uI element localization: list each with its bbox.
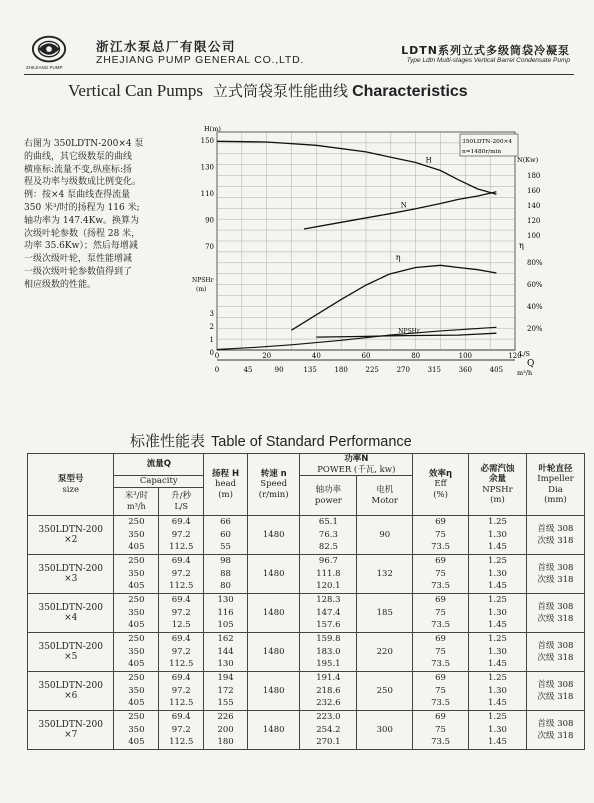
y-head-tick: 150 — [200, 137, 214, 145]
y-npshr-tick: 1 — [209, 336, 214, 344]
cell-efficiency: 69 75 73.5 — [413, 633, 469, 672]
y-power-tick: 140 — [527, 202, 541, 210]
cell-capacity-ls: 69.4 97.2 112.5 — [159, 633, 204, 672]
y-eff-tick: 40% — [527, 303, 543, 311]
curve-label-eta: η — [395, 252, 401, 262]
series-title-en: Type Ldtn Multi-stages Vertical Barrel Condensate Pump — [406, 57, 570, 64]
x-m3h-tick: 180 — [334, 366, 348, 374]
company-logo-icon — [30, 34, 68, 66]
cell-capacity-m3h: 250 350 405 — [114, 516, 159, 555]
cell-head: 130 116 105 — [204, 594, 248, 633]
cell-capacity-ls: 69.4 97.2 112.5 — [159, 555, 204, 594]
cell-capacity-ls: 69.4 97.2 12.5 — [159, 594, 204, 633]
x-ls-tick: 0 — [214, 352, 220, 360]
table-title-en: Table of Standard Performance — [211, 434, 412, 450]
cell-shaft-power: 96.7 111.8 120.1 — [300, 555, 357, 594]
desc-line: 功率 35.6Kw）；然后每增减 — [24, 241, 138, 252]
cell-impeller: 首级 308 次级 318 — [526, 555, 584, 594]
cell-efficiency: 69 75 73.5 — [413, 672, 469, 711]
col-header-ls: 升/秒 L/S — [159, 488, 204, 516]
col-header-head: 扬程 H head (m) — [204, 454, 248, 516]
cell-capacity-ls: 69.4 97.2 112.5 — [159, 711, 204, 750]
cell-npshr: 1.25 1.30 1.45 — [468, 711, 526, 750]
curve-label-n: N — [400, 201, 407, 210]
y-power-tick: 160 — [527, 187, 541, 195]
y-power-tick: 120 — [527, 217, 541, 225]
desc-line: 350 米³/时的扬程为 116 米; — [24, 202, 140, 213]
x-m3h-tick: 135 — [303, 366, 317, 374]
x-m3h-tick: 90 — [274, 366, 284, 374]
cell-efficiency: 69 75 73.5 — [413, 516, 469, 555]
desc-line: 横座标:流量不变,纵座标:扬 — [24, 164, 132, 175]
x-ls-tick: 100 — [458, 352, 473, 360]
cell-shaft-power: 128.3 147.4 157.6 — [300, 594, 357, 633]
annotation-speed: n=1480r/min — [462, 149, 502, 155]
cell-impeller: 首级 308 次级 318 — [526, 711, 584, 750]
cell-shaft-power: 65.1 76.3 82.5 — [300, 516, 357, 555]
cell-efficiency: 69 75 73.5 — [413, 711, 469, 750]
y-npshr-unit: (m) — [196, 286, 207, 293]
company-name-en: ZHEJIANG PUMP GENERAL CO.,LTD. — [96, 54, 305, 66]
x-m3h-tick: 405 — [489, 366, 504, 374]
x-m3h-tick: 315 — [427, 366, 441, 374]
cell-capacity-m3h: 250 350 405 — [114, 672, 159, 711]
y-eff-tick: 80% — [527, 259, 543, 267]
cell-npshr: 1.25 1.30 1.45 — [468, 672, 526, 711]
x-m3h-tick: 225 — [365, 366, 379, 374]
col-header-shaft-power: 轴功率 power — [300, 476, 357, 516]
performance-table — [27, 453, 585, 750]
col-header-motor: 电机 Motor — [357, 476, 413, 516]
cell-head: 162 144 130 — [204, 633, 248, 672]
y-npshr-tick: 2 — [209, 323, 214, 331]
cell-model: 350LDTN-200 ×5 — [28, 633, 114, 672]
x-ls-tick: 40 — [311, 352, 321, 360]
cell-motor: 132 — [357, 555, 413, 594]
cell-head: 194 172 155 — [204, 672, 248, 711]
col-header-impeller: 叶轮直径 Impeller Dia (mm) — [526, 454, 584, 516]
desc-line: 一级次级叶轮参数值得到了 — [24, 266, 133, 277]
x-m3h-tick: 45 — [243, 366, 253, 374]
cell-impeller: 首级 308 次级 318 — [526, 672, 584, 711]
col-header-speed: 转速 n Speed (r/min) — [247, 454, 300, 516]
x-symbol: Q — [527, 359, 535, 369]
cell-efficiency: 69 75 73.5 — [413, 594, 469, 633]
cell-motor: 300 — [357, 711, 413, 750]
table-row — [28, 633, 585, 672]
efficiency-curve — [292, 265, 497, 330]
col-header-capacity-en: Capacity — [114, 476, 204, 488]
table-title-cn: 标准性能表 — [130, 432, 206, 450]
desc-line: 程及功率与级数成比例变化。 — [24, 177, 142, 188]
x-m3h-tick: 270 — [396, 366, 410, 374]
performance-curve-chart — [190, 120, 560, 380]
y-eff-label: η — [519, 241, 524, 250]
cell-motor: 250 — [357, 672, 413, 711]
cell-speed: 1480 — [247, 711, 300, 750]
title-en-bold: Characteristics — [352, 83, 468, 100]
curve-label-h: H — [425, 156, 432, 165]
y-npshr-label: NPSHr — [192, 277, 214, 284]
x-ls-tick: 80 — [411, 352, 421, 360]
cell-npshr: 1.25 1.30 1.45 — [468, 516, 526, 555]
cell-shaft-power: 159.8 183.0 195.1 — [300, 633, 357, 672]
cell-shaft-power: 223.0 254.2 270.1 — [300, 711, 357, 750]
annotation-model: 350LDTN-200×4 — [462, 139, 513, 145]
cell-capacity-ls: 69.4 97.2 112.5 — [159, 672, 204, 711]
cell-npshr: 1.25 1.30 1.45 — [468, 633, 526, 672]
cell-npshr: 1.25 1.30 1.45 — [468, 555, 526, 594]
col-header-eff: 效率η Eff (%) — [413, 454, 469, 516]
cell-capacity-m3h: 250 350 405 — [114, 711, 159, 750]
cell-capacity-m3h: 250 350 405 — [114, 555, 159, 594]
cell-motor: 90 — [357, 516, 413, 555]
y-head-label: H(m) — [204, 125, 221, 133]
logo-caption: ZHEJIANG PUMP — [26, 65, 63, 70]
cell-model: 350LDTN-200 ×2 — [28, 516, 114, 555]
y-power-tick: 100 — [527, 232, 541, 240]
desc-line: 轴功率为 147.4Kw。换算为 — [24, 215, 140, 226]
cell-capacity-ls: 69.4 97.2 112.5 — [159, 516, 204, 555]
table-row — [28, 594, 585, 633]
curve-label-npshr: NPSHr — [398, 328, 420, 336]
cell-impeller: 首级 308 次级 318 — [526, 594, 584, 633]
cell-model: 350LDTN-200 ×6 — [28, 672, 114, 711]
y-power-tick: 180 — [527, 172, 541, 180]
x-m3h-tick: 360 — [458, 366, 473, 374]
x-ls-tick: 20 — [262, 352, 272, 360]
cell-impeller: 首级 308 次级 318 — [526, 516, 584, 555]
y-eff-tick: 60% — [527, 281, 543, 289]
cell-speed: 1480 — [247, 594, 300, 633]
cell-model: 350LDTN-200 ×4 — [28, 594, 114, 633]
cell-capacity-m3h: 250 350 405 — [114, 594, 159, 633]
cell-head: 98 88 80 — [204, 555, 248, 594]
page-header — [24, 34, 574, 75]
desc-line: 相应级数的性能。 — [24, 279, 97, 290]
cell-speed: 1480 — [247, 633, 300, 672]
col-header-capacity: 流量Q — [114, 454, 204, 476]
y-head-tick: 90 — [205, 216, 214, 225]
col-header-size: 泵型号 size — [28, 454, 114, 516]
col-header-m3h: 米³/时 m³/h — [114, 488, 159, 516]
cell-motor: 220 — [357, 633, 413, 672]
cell-head: 66 60 55 — [204, 516, 248, 555]
cell-model: 350LDTN-200 ×7 — [28, 711, 114, 750]
cell-npshr: 1.25 1.30 1.45 — [468, 594, 526, 633]
cell-efficiency: 69 75 73.5 — [413, 555, 469, 594]
desc-line: 右图为 350LDTN-200×4 泵 — [24, 139, 144, 149]
x-ls-tick: 120 — [508, 352, 522, 360]
y-power-label: N(Kw) — [517, 156, 539, 164]
cell-shaft-power: 191.4 218.6 232.6 — [300, 672, 357, 711]
col-header-power: 功率N POWER (千瓦, kw) — [300, 454, 413, 476]
title-cn: 立式筒袋泵性能曲线 — [213, 82, 349, 100]
col-header-npshr: 必需汽蚀 余量 NPSHr (m) — [468, 454, 526, 516]
y-head-tick: 70 — [205, 243, 214, 251]
y-head-tick: 130 — [200, 163, 214, 172]
curve-description — [24, 138, 176, 292]
title-en: Vertical Can Pumps — [68, 81, 204, 100]
series-title-cn: LDTN系列立式多级筒袋冷凝泵 — [401, 44, 570, 57]
desc-line: 的曲线，其它级数泵的曲线 — [24, 151, 133, 162]
cell-speed: 1480 — [247, 516, 300, 555]
y-npshr-tick: 3 — [209, 310, 214, 318]
cell-motor: 185 — [357, 594, 413, 633]
company-name-cn: 浙江水泵总厂有限公司 — [96, 39, 237, 54]
x-m3h-tick: 0 — [214, 366, 220, 374]
lower-curve — [217, 327, 496, 349]
cell-capacity-m3h: 250 350 405 — [114, 633, 159, 672]
desc-line: 次级叶轮参数（扬程 28 米， — [24, 228, 141, 239]
cell-head: 226 200 180 — [204, 711, 248, 750]
page-title — [68, 80, 468, 101]
cell-model: 350LDTN-200 ×3 — [28, 555, 114, 594]
table-row — [28, 555, 585, 594]
x-m3h-unit: m³/h — [517, 369, 533, 377]
cell-speed: 1480 — [247, 555, 300, 594]
x-ls-tick: 60 — [361, 352, 371, 360]
table-row — [28, 516, 585, 555]
y-eff-tick: 20% — [527, 325, 543, 333]
cell-impeller: 首级 308 次级 318 — [526, 633, 584, 672]
x-ls-unit: L/S — [519, 350, 530, 358]
table-title — [130, 430, 412, 451]
cell-speed: 1480 — [247, 672, 300, 711]
y-head-tick: 110 — [200, 190, 214, 198]
table-row — [28, 711, 585, 750]
desc-line: 一级次级叶轮，泵性能增减 — [24, 254, 133, 265]
desc-line: 例：按×4 泵曲线查得流量 — [24, 190, 131, 201]
table-row — [28, 672, 585, 711]
y-npshr-tick: 0 — [209, 349, 214, 357]
